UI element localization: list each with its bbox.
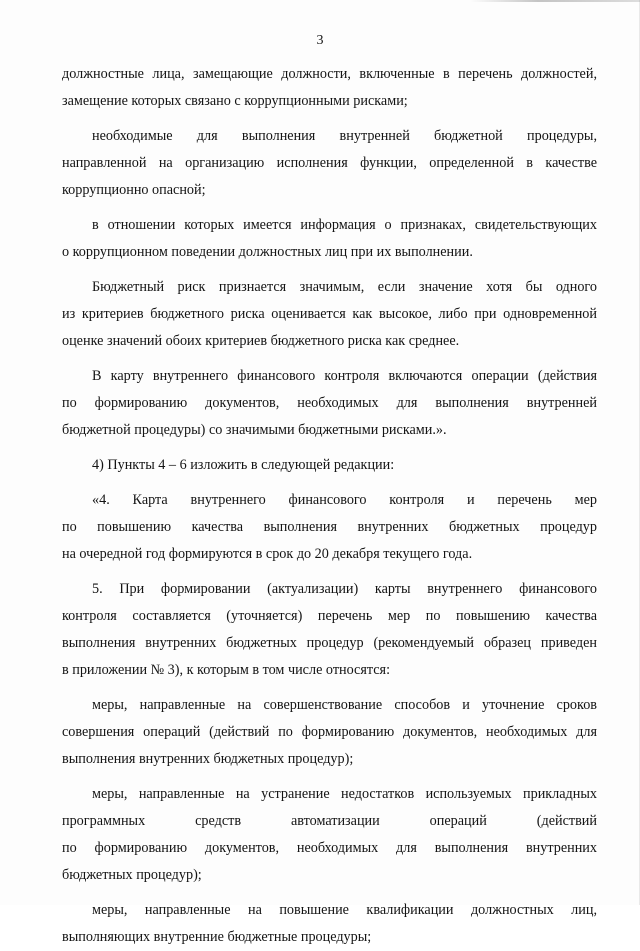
text-line: по формированию документов, необходимых для выполнения внутренних — [62, 840, 597, 856]
text-line: бюджетных процедур); — [62, 867, 202, 883]
page-number: 3 — [316, 33, 324, 48]
text-line: бюджетной процедуры) со значимыми бюджетными рисками.». — [62, 422, 447, 438]
paragraph — [62, 61, 597, 115]
text-line: меры, направленные на устранение недостатков используемых прикладных — [92, 786, 597, 802]
text-line: в отношении которых имеется информация о признаках, свидетельствующих — [92, 217, 597, 233]
text-line: программных средств автоматизации операций (действий — [62, 813, 597, 829]
paragraph — [62, 363, 597, 444]
text-line: выполняющих внутренние бюджетные процедуры; — [62, 929, 372, 945]
text-line: необходимые для выполнения внутренней бюджетной процедуры, — [92, 128, 597, 144]
paragraph — [62, 123, 597, 204]
paragraph — [62, 576, 597, 684]
paragraph — [62, 274, 597, 355]
text-line: направленной на организацию исполнения функции, определенной в качестве — [62, 155, 597, 171]
text-line: Бюджетный риск признается значимым, если значение хотя бы одного — [92, 279, 597, 295]
text-line: меры, направленные на совершенствование способов и уточнение сроков — [92, 697, 597, 713]
paragraph — [62, 212, 597, 266]
paragraph — [62, 487, 597, 568]
text-line: о коррупционном поведении должностных лиц при их выполнении. — [62, 244, 473, 260]
text-line: замещение которых связано с коррупционными рисками; — [62, 93, 408, 109]
text-line: «4. Карта внутреннего финансового контроля и перечень мер — [92, 492, 597, 508]
document-body — [62, 61, 597, 951]
text-line: по повышению качества выполнения внутренних бюджетных процедур — [62, 519, 597, 535]
text-line: оценке значений обоих критериев бюджетного риска как среднее. — [62, 333, 460, 349]
text-line: контроля составляется (уточняется) перечень мер по повышению качества — [62, 608, 597, 624]
paragraph — [62, 781, 597, 889]
text-line: 5. При формировании (актуализации) карты внутреннего финансового — [92, 581, 597, 597]
text-line: должностные лица, замещающие должности, включенные в перечень должностей, — [62, 66, 597, 82]
paragraph — [62, 897, 597, 951]
text-line: совершения операций (действий по формированию документов, необходимых для — [62, 724, 597, 740]
scan-edge-top — [470, 0, 640, 2]
text-line: в приложении № 3), к которым в том числе относятся: — [62, 662, 391, 678]
text-line: меры, направленные на повышение квалификации должностных лиц, — [92, 902, 597, 918]
text-line: 4) Пункты 4 – 6 изложить в следующей редакции: — [92, 457, 395, 473]
text-line: В карту внутреннего финансового контроля включаются операции (действия — [92, 368, 597, 384]
paragraph — [62, 452, 597, 479]
text-line: коррупционно опасной; — [62, 182, 206, 198]
text-line: на очередной год формируются в срок до 20 декабря текущего года. — [62, 546, 473, 562]
text-line: по формированию документов, необходимых для выполнения внутренней — [62, 395, 597, 411]
text-line: выполнения внутренних бюджетных процедур (рекомендуемый образец приведен — [62, 635, 597, 651]
text-line: выполнения внутренних бюджетных процедур); — [62, 751, 354, 767]
text-line: из критериев бюджетного риска оценивается как высокое, либо при одновременной — [62, 306, 597, 322]
paragraph — [62, 692, 597, 773]
